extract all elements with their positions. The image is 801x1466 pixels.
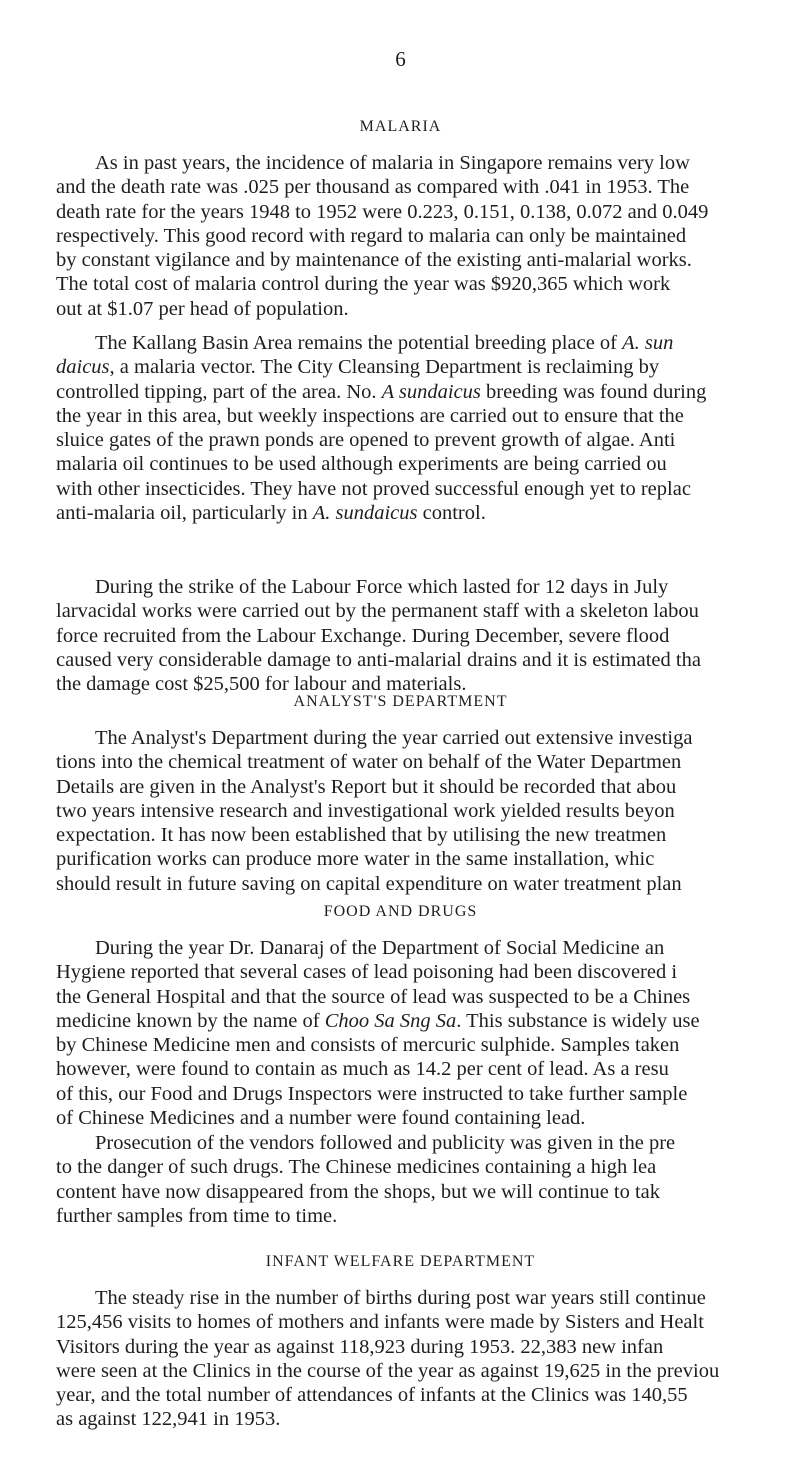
text-line: content have now disappeared from the shops, but we will continue to tak bbox=[56, 1180, 661, 1203]
text-line: Visitors during the year as against 118,923 during 1953. 22,383 new infan bbox=[56, 1335, 664, 1358]
text-line: Hygiene reported that several cases of lead poisoning had been discovered i bbox=[56, 961, 678, 984]
text-line: out at $1.07 per head of population. bbox=[56, 297, 349, 320]
paragraph bbox=[56, 151, 801, 321]
text-line: to the danger of such drugs. The Chinese medicines containing a high lea bbox=[56, 1156, 657, 1179]
text-line: were seen at the Clinics in the course of the year as against 19,625 in the previou bbox=[56, 1359, 720, 1382]
text-line: further samples from time to time. bbox=[56, 1204, 338, 1227]
text-line: the General Hospital and that the source of lead was suspected to be a Chines bbox=[56, 985, 691, 1008]
paragraph bbox=[56, 1131, 801, 1228]
text-line: purification works can produce more water in the same installation, whic bbox=[56, 848, 655, 871]
text-line: however, were found to contain as much as 14.2 per cent of lead. As a resu bbox=[56, 1058, 669, 1081]
text-line: malaria oil continues to be used although experiments are being carried ou bbox=[56, 453, 667, 476]
text-line: The Kallang Basin Area remains the potential breeding place of A. sun bbox=[95, 332, 674, 354]
page-number: 6 bbox=[395, 47, 406, 71]
text-line: 125,456 visits to homes of mothers and infants were made by Sisters and Healt bbox=[56, 1311, 704, 1334]
text-line: medicine known by the name of Choo Sa Sng Sa. This substance is widely use bbox=[56, 1009, 700, 1032]
text-line: respectively. This good record with regard to malaria can only be maintained bbox=[56, 224, 687, 247]
text-line: by constant vigilance and by maintenance of the existing anti-malarial works. bbox=[56, 249, 692, 272]
paragraph bbox=[56, 575, 801, 696]
text-line: controlled tipping, part of the area. No. A sundaicus breeding was found during bbox=[56, 380, 707, 403]
text-line: expectation. It has now been established that by utilising the new treatmen bbox=[56, 824, 667, 847]
text-line: The total cost of malaria control during the year was $920,365 which work bbox=[56, 273, 671, 296]
text-line: sluice gates of the prawn ponds are opened to prevent growth of algae. Anti bbox=[56, 429, 676, 452]
text-line: The Analyst's Department during the year carried out extensive investiga bbox=[95, 727, 693, 749]
section-heading: FOOD AND DRUGS bbox=[323, 903, 478, 920]
text-line: During the strike of the Labour Force which lasted for 12 days in July bbox=[95, 576, 669, 598]
text-line: two years intensive research and investigational work yielded results beyon bbox=[56, 799, 675, 822]
text-line: of this, our Food and Drugs Inspectors were instructed to take further sample bbox=[56, 1082, 688, 1105]
section-heading: INFANT WELFARE DEPARTMENT bbox=[265, 1253, 536, 1270]
text-line: and the death rate was .025 per thousand as compared with .041 in 1953. The bbox=[56, 176, 690, 199]
text-line: of Chinese Medicines and a number were found containing lead. bbox=[56, 1107, 586, 1130]
paragraph bbox=[56, 726, 801, 896]
text-line: with other insecticides. They have not proved successful enough yet to replac bbox=[56, 477, 691, 500]
text-line: daicus, a malaria vector. The City Cleansing Department is reclaiming by bbox=[56, 356, 660, 379]
text-line: As in past years, the incidence of malaria in Singapore remains very low bbox=[95, 152, 690, 174]
text-line: the year in this area, but weekly inspections are carried out to ensure that the bbox=[56, 404, 684, 427]
text-line: the damage cost $25,500 for labour and materials. bbox=[56, 673, 467, 696]
text-line: tions into the chemical treatment of water on behalf of the Water Departmen bbox=[56, 751, 682, 774]
text-line: During the year Dr. Danaraj of the Department of Social Medicine an bbox=[95, 937, 665, 959]
text-line: Details are given in the Analyst's Report but it should be recorded that abou bbox=[56, 775, 677, 798]
section-heading: ANALYST'S DEPARTMENT bbox=[293, 693, 508, 710]
text-line: force recruited from the Labour Exchange. During December, severe flood bbox=[56, 624, 670, 647]
section-heading: MALARIA bbox=[359, 118, 442, 135]
text-line: anti-malaria oil, particularly in A. sundaicus control. bbox=[56, 502, 486, 525]
text-line: should result in future saving on capital expenditure on water treatment plan bbox=[56, 872, 682, 895]
paragraph bbox=[56, 1286, 801, 1432]
text-line: The steady rise in the number of births during post war years still continue bbox=[95, 1287, 706, 1309]
text-line: Prosecution of the vendors followed and publicity was given in the pre bbox=[95, 1132, 676, 1154]
text-line: caused very considerable damage to anti-malarial drains and it is estimated tha bbox=[56, 648, 701, 671]
text-line: year, and the total number of attendances of infants at the Clinics was 140,55 bbox=[56, 1384, 688, 1407]
text-line: as against 122,941 in 1953. bbox=[56, 1408, 281, 1431]
paragraph bbox=[56, 936, 801, 1130]
text-line: death rate for the years 1948 to 1952 were 0.223, 0.151, 0.138, 0.072 and 0.049 bbox=[56, 200, 709, 223]
text-line: larvacidal works were carried out by the permanent staff with a skeleton labou bbox=[56, 600, 699, 623]
text-line: by Chinese Medicine men and consists of mercuric sulphide. Samples taken bbox=[56, 1034, 680, 1057]
paragraph bbox=[56, 331, 801, 525]
